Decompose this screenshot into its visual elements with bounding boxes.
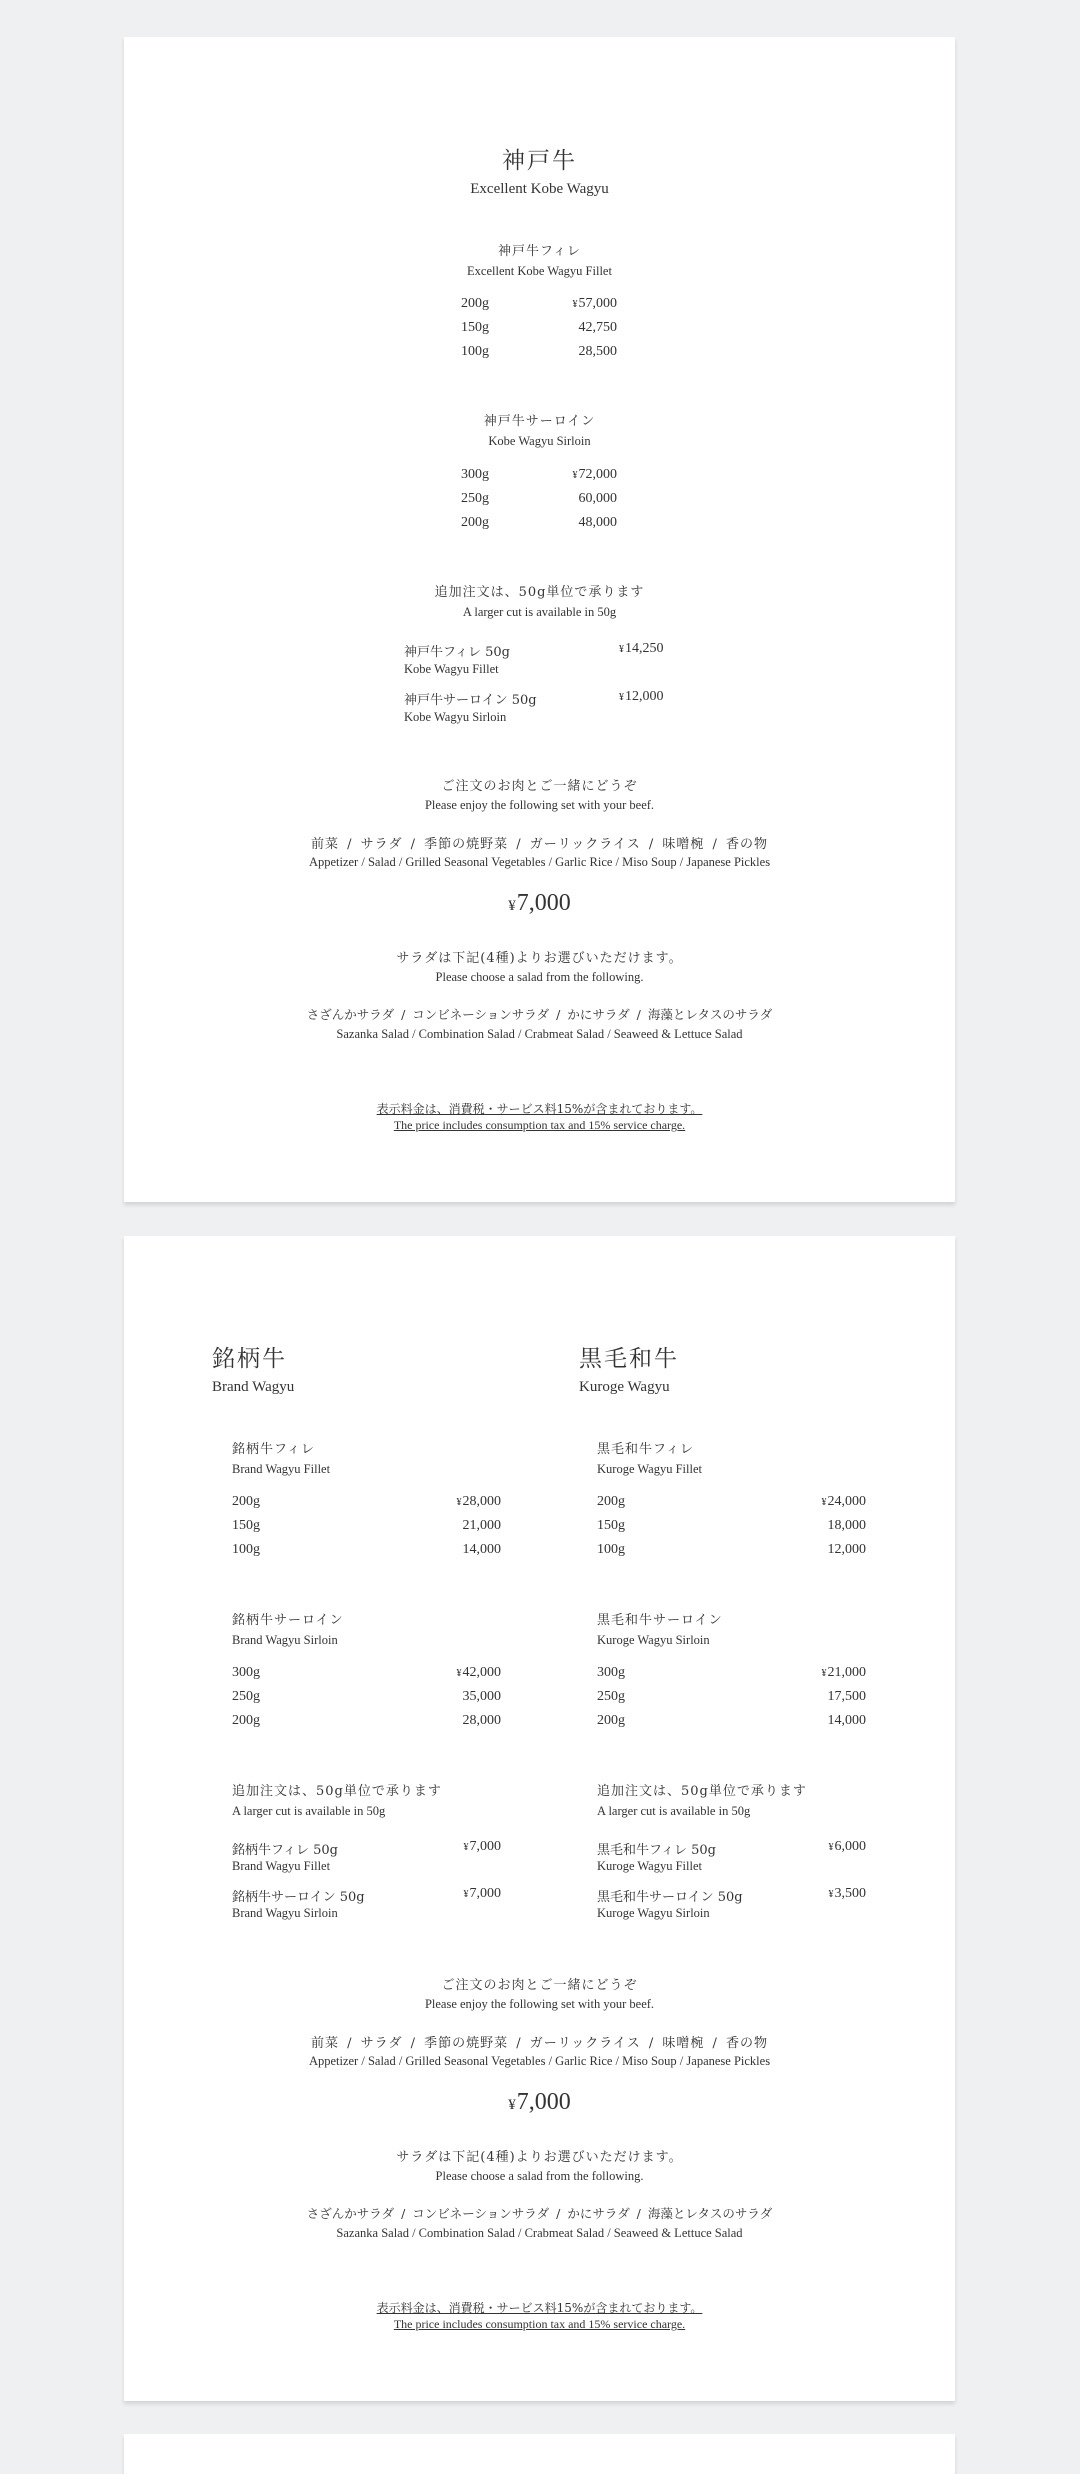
price — [579, 344, 618, 360]
list-item — [597, 1886, 743, 1921]
list-item — [232, 1839, 338, 1874]
section-title-en: Excellent Kobe Wagyu — [470, 181, 609, 197]
weight: 150g — [597, 1518, 625, 1533]
price — [828, 1713, 867, 1729]
price-value: 18,000 — [827, 1518, 866, 1533]
weight: 200g — [597, 1713, 625, 1728]
salads-en: Sazanka Salad / Combination Salad / Crabmeat Salad / Seaweed & Lettuce Salad — [336, 2226, 743, 2240]
item-price — [464, 1886, 502, 1902]
kuroge-sirloin-price-list — [597, 1665, 866, 1737]
kuroge-additional-list — [597, 1839, 866, 1929]
weight: 200g — [461, 296, 489, 311]
price-value: 3,500 — [834, 1886, 866, 1901]
item-name-ja: 銘柄牛サーロイン 50g — [232, 1890, 365, 1905]
weight: 300g — [232, 1665, 260, 1680]
price-value: 28,000 — [462, 1494, 501, 1509]
tax-note-ja: 表示料金は、消費税・サービス料15%が含まれております。 — [376, 1102, 703, 1116]
weight: 150g — [461, 320, 489, 335]
set-intro-en: Please enjoy the following set with your beef. — [424, 798, 655, 812]
item-name-en: Kobe Wagyu Fillet — [404, 662, 499, 676]
tax-note-en: The price includes consumption tax and 15% service charge. — [393, 2317, 686, 2331]
item-name-en: Brand Wagyu Sirloin — [232, 1906, 338, 1920]
salad-choice-ja: サラダは下記(4種)よりお選びいただけます。 — [396, 951, 683, 966]
yen-symbol: ¥ — [619, 692, 624, 703]
price — [579, 491, 618, 507]
item-name-en: Kuroge Wagyu Fillet — [597, 1859, 702, 1873]
price — [579, 515, 618, 531]
yen-symbol: ¥ — [572, 299, 578, 310]
price-value: 48,000 — [578, 515, 617, 530]
yen-symbol: ¥ — [821, 1497, 827, 1508]
price-value: 28,000 — [462, 1713, 501, 1728]
price — [573, 296, 618, 312]
salads-ja: さざんかサラダ / コンビネーションサラダ / かにサラダ / 海藻とレタスのサラダ — [306, 1007, 773, 1022]
additional-title-en: A larger cut is available in 50g — [462, 605, 617, 619]
list-item — [597, 1839, 716, 1874]
menu-page-next — [124, 2434, 955, 2474]
weight: 250g — [461, 491, 489, 506]
price-value: 7,000 — [516, 2089, 571, 2115]
set-items-ja: 前菜 / サラダ / 季節の焼野菜 / ガーリックライス / 味噌椀 / 香の物 — [310, 2036, 769, 2051]
brand-additional-title-en: A larger cut is available in 50g — [232, 1804, 386, 1818]
kuroge-sirloin-title-ja: 黒毛和牛サーロイン — [597, 1613, 723, 1628]
price — [828, 1518, 867, 1534]
set-intro-en: Please enjoy the following set with your beef. — [424, 1997, 655, 2011]
menu-page-brand-kuroge — [124, 1236, 955, 2401]
price-value: 21,000 — [462, 1518, 501, 1533]
yen-symbol: ¥ — [463, 1889, 469, 1900]
salad-choice-en: Please choose a salad from the following. — [435, 2169, 644, 2183]
set-items-en: Appetizer / Salad / Grilled Seasonal Vegetables / Garlic Rice / Miso Soup / Japanese Pickles — [308, 855, 771, 869]
price-value: 12,000 — [625, 689, 664, 704]
set-items-ja: 前菜 / サラダ / 季節の焼野菜 / ガーリックライス / 味噌椀 / 香の物 — [310, 837, 769, 852]
item-price — [829, 1839, 867, 1855]
salads-ja: さざんかサラダ / コンビネーションサラダ / かにサラダ / 海藻とレタスのサラダ — [306, 2206, 773, 2221]
brand-sirloin-title-ja: 銘柄牛サーロイン — [232, 1613, 344, 1628]
weight: 150g — [232, 1518, 260, 1533]
yen-symbol: ¥ — [821, 1668, 827, 1679]
weight: 200g — [232, 1713, 260, 1728]
brand-additional-title-ja: 追加注文は、50g単位で承ります — [232, 1784, 442, 1799]
yen-symbol: ¥ — [508, 2097, 516, 2113]
item-name-en: Brand Wagyu Fillet — [232, 1859, 331, 1873]
price-value: 12,000 — [827, 1542, 866, 1557]
yen-symbol: ¥ — [619, 644, 624, 655]
tax-note-en: The price includes consumption tax and 15% service charge. — [393, 1118, 686, 1132]
price-value: 14,000 — [827, 1713, 866, 1728]
kuroge-fillet-title-ja: 黒毛和牛フィレ — [597, 1442, 694, 1457]
salad-choice-ja: サラダは下記(4種)よりお選びいただけます。 — [396, 2150, 683, 2165]
price — [463, 1689, 502, 1705]
item-name-en: Kuroge Wagyu Sirloin — [597, 1906, 710, 1920]
item-name-ja: 黒毛和牛フィレ 50g — [597, 1843, 716, 1858]
yen-symbol: ¥ — [463, 1842, 469, 1853]
price-value: 57,000 — [578, 296, 617, 311]
item-name-en: Kobe Wagyu Sirloin — [404, 710, 507, 724]
salads-en: Sazanka Salad / Combination Salad / Crabmeat Salad / Seaweed & Lettuce Salad — [336, 1027, 743, 1041]
item-price — [619, 689, 664, 705]
price-value: 7,000 — [469, 1886, 501, 1901]
price-value: 14,000 — [462, 1542, 501, 1557]
list-item — [404, 689, 537, 725]
yen-symbol: ¥ — [828, 1842, 834, 1853]
yen-symbol: ¥ — [572, 470, 578, 481]
price-value: 42,750 — [578, 320, 617, 335]
price — [463, 1518, 502, 1534]
weight: 300g — [461, 467, 489, 482]
item-price — [464, 1839, 502, 1855]
set-intro-ja: ご注文のお肉とご一緒にどうぞ — [441, 1978, 638, 1993]
price — [463, 1542, 502, 1558]
sirloin-price-list — [461, 467, 617, 539]
price-value: 28,500 — [578, 344, 617, 359]
price — [573, 467, 618, 483]
brand-title-en: Brand Wagyu — [212, 1379, 295, 1395]
list-item — [404, 641, 510, 677]
brand-fillet-title-ja: 銘柄牛フィレ — [232, 1442, 315, 1457]
kuroge-column — [579, 1340, 879, 1396]
price — [822, 1665, 867, 1681]
fillet-title-en: Excellent Kobe Wagyu Fillet — [467, 264, 612, 278]
yen-symbol: ¥ — [828, 1889, 834, 1900]
item-name-ja: 神戸牛サーロイン 50g — [404, 693, 537, 708]
kuroge-fillet-price-list — [597, 1494, 866, 1566]
price — [457, 1494, 502, 1510]
weight: 250g — [232, 1689, 260, 1704]
price — [828, 1542, 867, 1558]
weight: 100g — [232, 1542, 260, 1557]
yen-symbol: ¥ — [508, 898, 516, 914]
price-value: 14,250 — [625, 641, 664, 656]
yen-symbol: ¥ — [456, 1668, 462, 1679]
item-price — [619, 641, 664, 657]
price-value: 35,000 — [462, 1689, 501, 1704]
price-value: 24,000 — [827, 1494, 866, 1509]
kuroge-fillet-title-en: Kuroge Wagyu Fillet — [597, 1462, 702, 1476]
weight: 300g — [597, 1665, 625, 1680]
price-value: 7,000 — [516, 890, 571, 916]
brand-fillet-price-list — [232, 1494, 501, 1566]
additional-title-ja: 追加注文は、50g単位で承ります — [434, 585, 645, 600]
weight: 200g — [597, 1494, 625, 1509]
item-name-ja: 銘柄牛フィレ 50g — [232, 1843, 338, 1858]
brand-column — [212, 1340, 512, 1396]
salad-choice-en: Please choose a salad from the following. — [435, 970, 644, 984]
item-price — [829, 1886, 867, 1902]
price-value: 21,000 — [827, 1665, 866, 1680]
price-value: 17,500 — [827, 1689, 866, 1704]
fillet-price-list — [461, 296, 617, 368]
set-price — [124, 2089, 955, 2116]
kuroge-title-en: Kuroge Wagyu — [579, 1379, 670, 1395]
yen-symbol: ¥ — [456, 1497, 462, 1508]
section-title-ja: 神戸牛 — [502, 148, 577, 174]
kuroge-additional-title-ja: 追加注文は、50g単位で承ります — [597, 1784, 807, 1799]
price-value: 42,000 — [462, 1665, 501, 1680]
additional-list — [404, 641, 798, 741]
price — [457, 1665, 502, 1681]
weight: 100g — [597, 1542, 625, 1557]
brand-fillet-title-en: Brand Wagyu Fillet — [232, 1462, 331, 1476]
tax-note-ja: 表示料金は、消費税・サービス料15%が含まれております。 — [376, 2301, 703, 2315]
set-price — [124, 890, 955, 917]
price-value: 6,000 — [834, 1839, 866, 1854]
price — [579, 320, 618, 336]
price — [822, 1494, 867, 1510]
kuroge-title-ja: 黒毛和牛 — [579, 1346, 679, 1372]
kuroge-additional-title-en: A larger cut is available in 50g — [597, 1804, 751, 1818]
price — [828, 1689, 867, 1705]
price-value: 72,000 — [578, 467, 617, 482]
brand-sirloin-title-en: Brand Wagyu Sirloin — [232, 1633, 338, 1647]
item-name-ja: 神戸牛フィレ 50g — [404, 645, 510, 660]
weight: 100g — [461, 344, 489, 359]
fillet-title-ja: 神戸牛フィレ — [498, 244, 581, 259]
weight: 200g — [232, 1494, 260, 1509]
item-name-ja: 黒毛和牛サーロイン 50g — [597, 1890, 743, 1905]
menu-page-kobe — [124, 37, 955, 1202]
sirloin-title-ja: 神戸牛サーロイン — [483, 414, 596, 429]
brand-sirloin-price-list — [232, 1665, 501, 1737]
sirloin-title-en: Kobe Wagyu Sirloin — [488, 434, 591, 448]
set-items-en: Appetizer / Salad / Grilled Seasonal Vegetables / Garlic Rice / Miso Soup / Japanese Pickles — [308, 2054, 771, 2068]
kuroge-sirloin-title-en: Kuroge Wagyu Sirloin — [597, 1633, 710, 1647]
brand-title-ja: 銘柄牛 — [212, 1346, 287, 1372]
weight: 200g — [461, 515, 489, 530]
set-intro-ja: ご注文のお肉とご一緒にどうぞ — [441, 779, 638, 794]
price — [463, 1713, 502, 1729]
price-value: 7,000 — [469, 1839, 501, 1854]
price-value: 60,000 — [578, 491, 617, 506]
brand-additional-list — [232, 1839, 501, 1929]
weight: 250g — [597, 1689, 625, 1704]
list-item — [232, 1886, 365, 1921]
